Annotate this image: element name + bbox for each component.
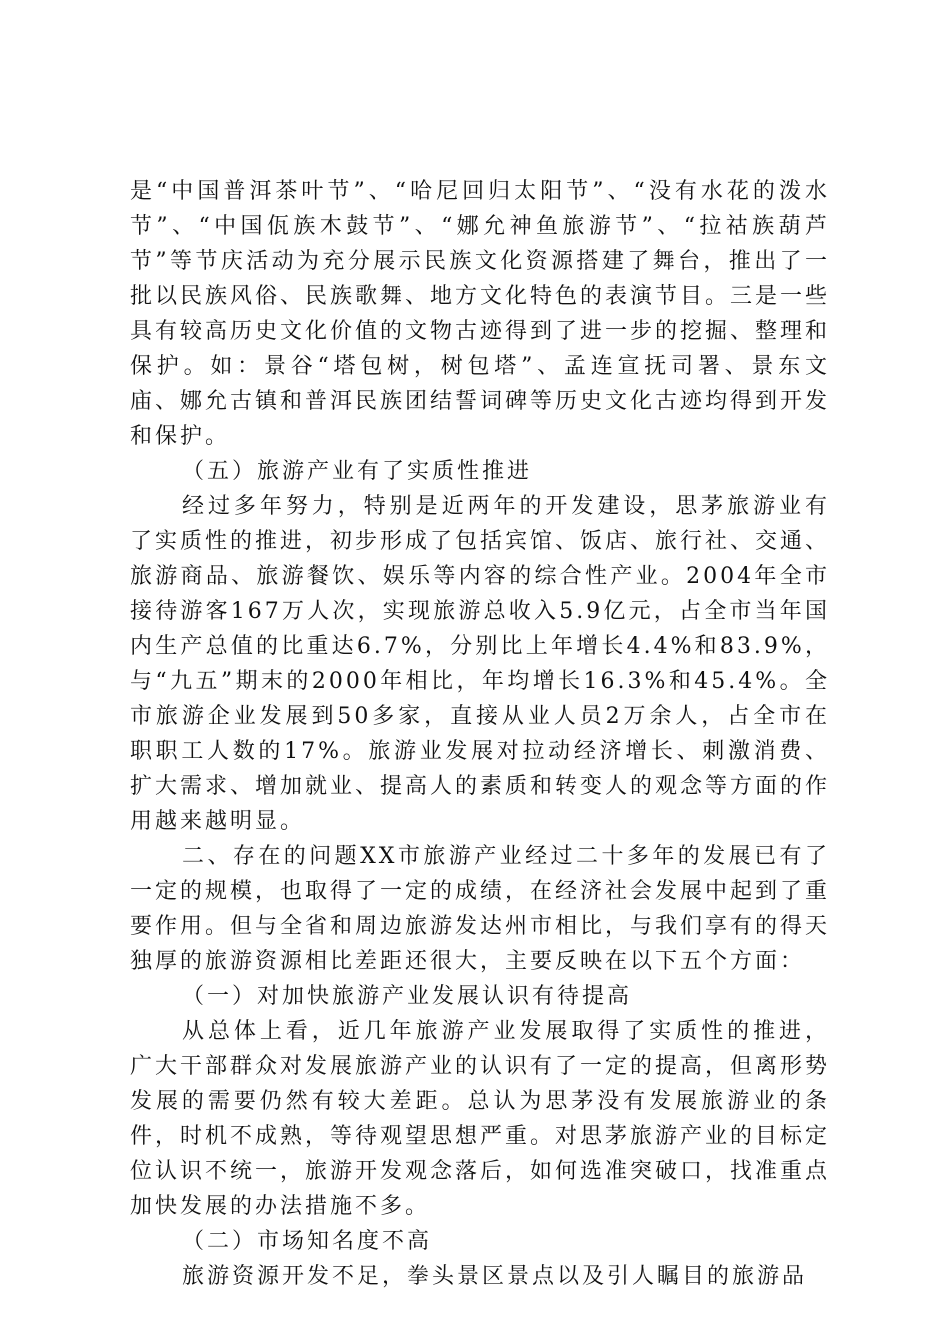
document-body bbox=[130, 174, 830, 1294]
paragraph-market: 旅游资源开发不足，拳头景区景点以及引人瞩目的旅游品 bbox=[182, 1264, 808, 1289]
section-heading-1: （一）对加快旅游产业发展认识有待提高 bbox=[182, 984, 633, 1009]
paragraph-festivals: 是“中国普洱茶叶节”、“哈尼回归太阳节”、“没有水花的泼水节”、“中国佤族木鼓节”、“娜允神鱼旅游节”、“拉祜族葫芦节”等节庆活动为充分展示民族文化资源搭建了舞台，推出了一批以民族风俗、民族歌舞、地方文化特色的表演节目。三是一些具有较高历史文化价值的文物古迹得到了进一步的挖掘、整理和保护。如：景谷“塔包树，树包塔”、孟连宣抚司署、景东文庙、娜允古镇和普洱民族团结誓词碑等历史文化古迹均得到开发和保护。 bbox=[130, 179, 831, 449]
paragraph-tourism-progress: 经过多年努力，特别是近两年的开发建设，思茅旅游业有了实质性的推进，初步形成了包括宾馆、饭店、旅行社、交通、旅游商品、旅游餐饮、娱乐等内容的综合性产业。2004年全市接待游客167万人次，实现旅游总收入5.9亿元，占全市当年国内生产总值的比重达6.7%，分别比上年增长4.4%和83.9%，与“九五”期末的2000年相比，年均增长16.3%和45.4%。全市旅游企业发展到50多家，直接从业人员2万余人，占全市在职职工人数的17%。旅游业发展对拉动经济增长、刺激消费、扩大需求、增加就业、提高人的素质和转变人的观念等方面的作用越来越明显。 bbox=[130, 494, 831, 834]
paragraph-problems-intro: 二、存在的问题XX市旅游产业经过二十多年的发展已有了一定的规模，也取得了一定的成绩，在经济社会发展中起到了重要作用。但与全省和周边旅游发达州市相比，与我们享有的得天独厚的旅游资源相比差距还很大，主要反映在以下五个方面： bbox=[130, 844, 831, 974]
paragraph-awareness: 从总体上看，近几年旅游产业发展取得了实质性的推进，广大干部群众对发展旅游产业的认识有了一定的提高，但离形势发展的需要仍然有较大差距。总认为思茅没有发展旅游业的条件，时机不成熟，等待观望思想严重。对思茅旅游产业的目标定位认识不统一，旅游开发观念落后，如何选准突破口，找准重点加快发展的办法措施不多。 bbox=[130, 1019, 831, 1219]
section-heading-5: （五）旅游产业有了实质性推进 bbox=[182, 459, 533, 484]
section-heading-2: （二）市场知名度不高 bbox=[182, 1229, 433, 1254]
